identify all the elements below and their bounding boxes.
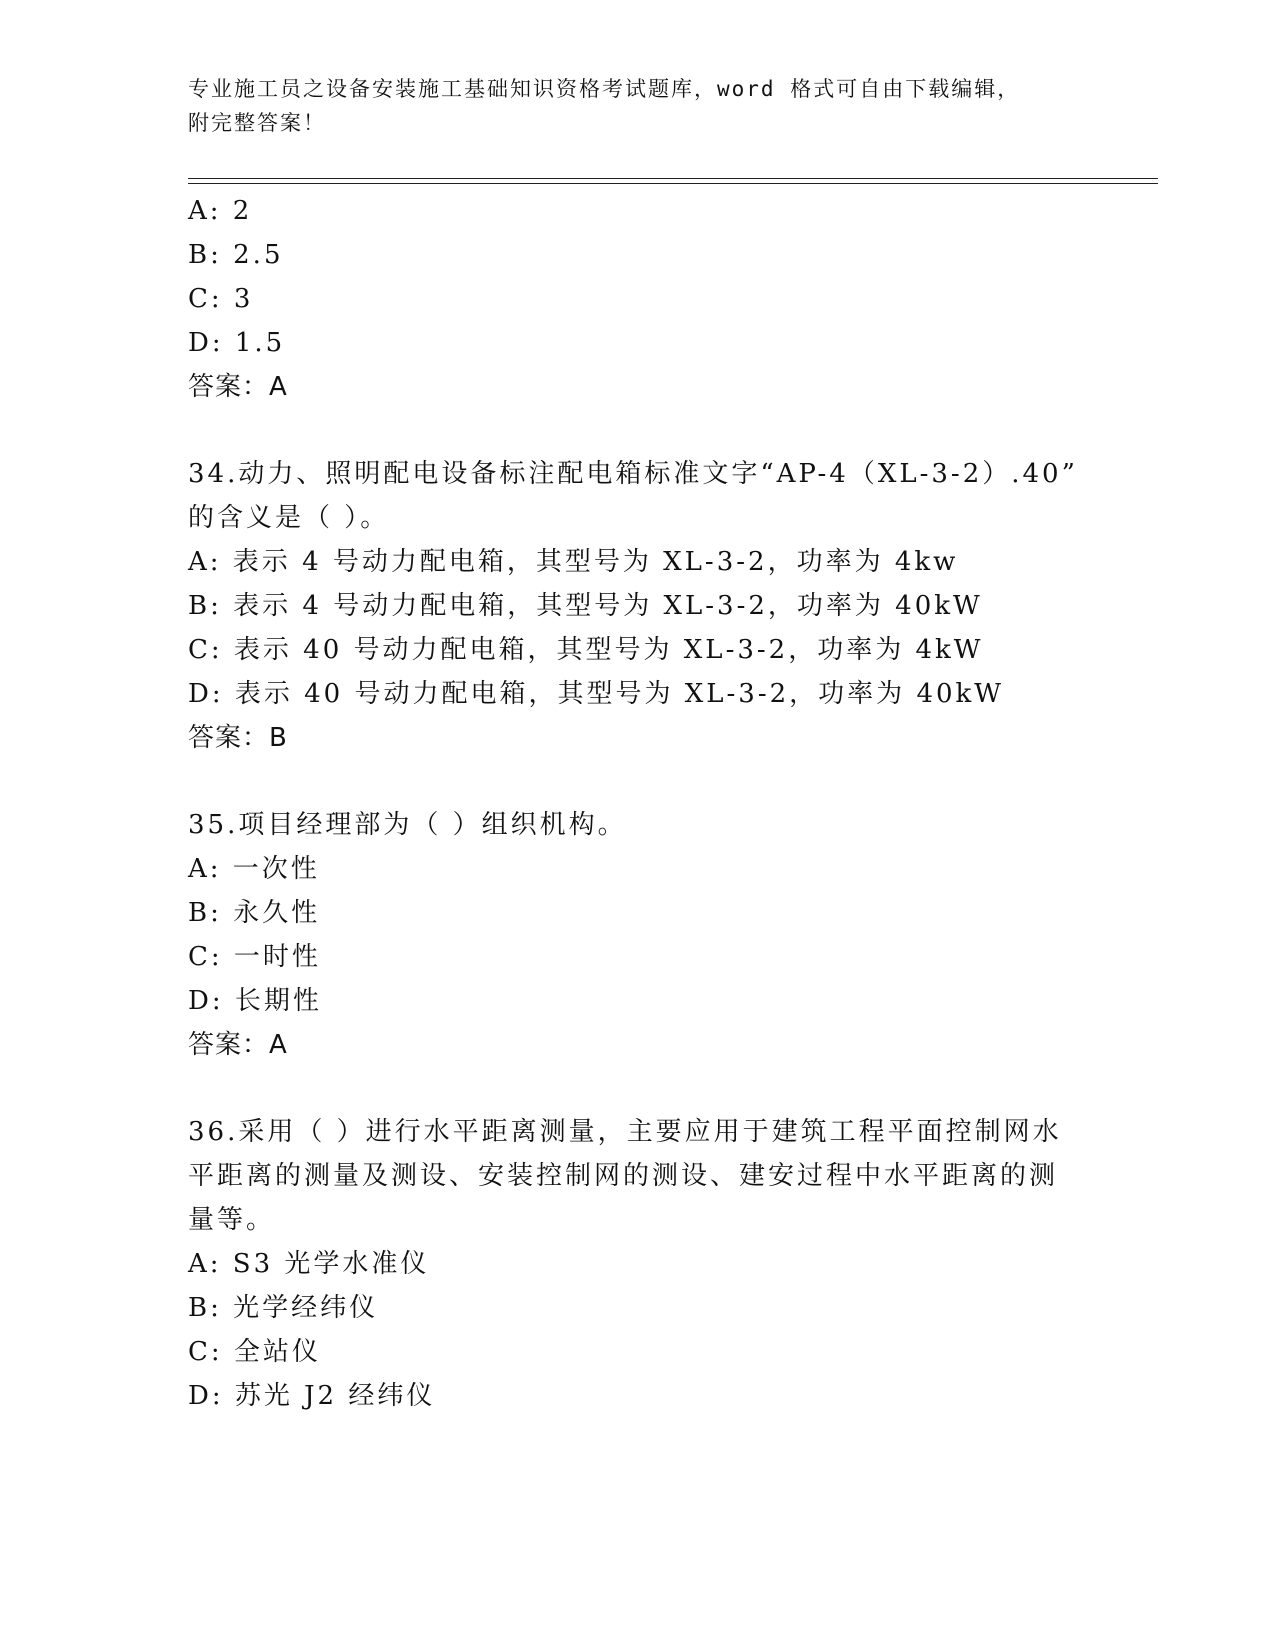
q34-answer: 答案：B bbox=[188, 723, 288, 753]
q36-option-b: B: 光学经纬仪 bbox=[188, 1293, 379, 1323]
q34-stem-line-2: 的含义是（ ）。 bbox=[188, 503, 390, 533]
q35-stem: 35.项目经理部为（ ）组织机构。 bbox=[188, 810, 627, 840]
q34-stem-line-1: 34.动力、照明配电设备标注配电箱标准文字“AP-4（XL-3-2）.40” bbox=[188, 459, 1078, 489]
q34-option-d: D: 表示 40 号动力配电箱，其型号为 XL-3-2，功率为 40kW bbox=[188, 679, 1005, 709]
q33-option-a: A: 2 bbox=[188, 196, 253, 226]
q34-option-a: A: 表示 4 号动力配电箱，其型号为 XL-3-2，功率为 4kw bbox=[188, 547, 959, 577]
q36-stem-line-1: 36.采用（ ）进行水平距离测量，主要应用于建筑工程平面控制网水 bbox=[188, 1117, 1062, 1147]
q35-option-d: D: 长期性 bbox=[188, 986, 322, 1016]
q33-answer: 答案：A bbox=[188, 372, 288, 402]
q35-option-c: C: 一时性 bbox=[188, 942, 321, 972]
q36-option-d: D: 苏光 J2 经纬仪 bbox=[188, 1381, 436, 1411]
q35-option-a: A: 一次性 bbox=[188, 854, 320, 884]
document-header bbox=[188, 72, 1088, 140]
q36-stem-line-3: 量等。 bbox=[188, 1205, 276, 1235]
q33-option-b: B: 2.5 bbox=[188, 240, 284, 270]
q36-option-c: C: 全站仪 bbox=[188, 1337, 321, 1367]
q33-option-d: D: 1.5 bbox=[188, 328, 286, 358]
header-divider-bottom bbox=[188, 183, 1158, 184]
q35-answer: 答案：A bbox=[188, 1030, 288, 1060]
q34-option-c: C: 表示 40 号动力配电箱，其型号为 XL-3-2，功率为 4kW bbox=[188, 635, 984, 665]
header-divider-top bbox=[188, 178, 1158, 179]
header-line-2: 附完整答案！ bbox=[188, 111, 326, 135]
q35-option-b: B: 永久性 bbox=[188, 898, 321, 928]
q33-option-c: C: 3 bbox=[188, 284, 254, 314]
q36-stem-line-2: 平距离的测量及测设、安装控制网的测设、建安过程中水平距离的测 bbox=[188, 1161, 1059, 1191]
q34-option-b: B: 表示 4 号动力配电箱，其型号为 XL-3-2，功率为 40kW bbox=[188, 591, 983, 621]
q36-option-a: A: S3 光学水准仪 bbox=[188, 1249, 430, 1279]
header-line-1: 专业施工员之设备安装施工基础知识资格考试题库，word 格式可自由下载编辑， bbox=[188, 77, 1021, 101]
